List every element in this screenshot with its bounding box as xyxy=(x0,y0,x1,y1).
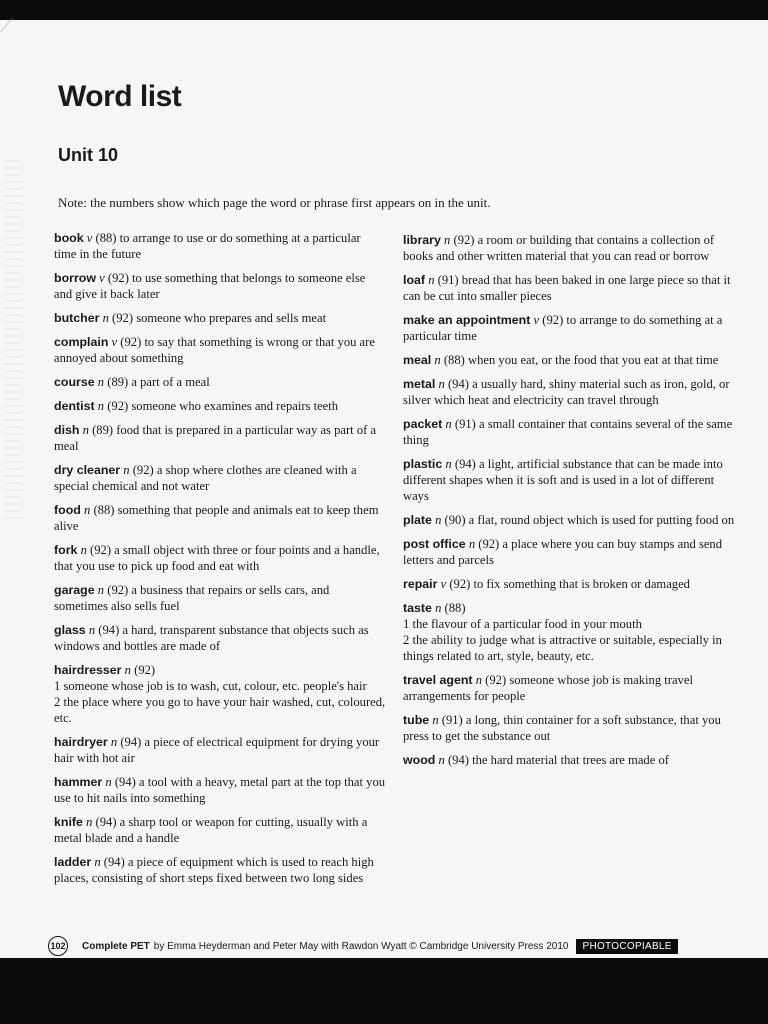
word-entry xyxy=(403,352,737,368)
entry-headword: wood xyxy=(403,753,436,767)
photocopiable-badge: PHOTOCOPIABLE xyxy=(576,939,677,954)
entry-page-ref: (92) xyxy=(107,399,129,413)
entry-headword: book xyxy=(54,231,84,245)
word-entry xyxy=(54,662,386,726)
entry-definition: to arrange to do something at a particular time xyxy=(403,313,723,343)
entry-part-of-speech: n xyxy=(80,543,87,557)
entry-page-ref: (94) xyxy=(120,735,142,749)
entry-definition: bread that has been baked in one large piece so that it can be cut into smaller pieces xyxy=(403,273,731,303)
entry-page-ref: (88) xyxy=(444,601,466,615)
word-entry xyxy=(403,536,737,568)
word-entry xyxy=(54,374,386,390)
entry-definition: a light, artificial substance that can be made into different shapes when it is soft and is used in a lot of different ways xyxy=(403,457,723,503)
page-footer xyxy=(48,935,748,957)
entry-part-of-speech: n xyxy=(428,273,435,287)
word-entry xyxy=(403,576,737,592)
entry-definition: to arrange to use or do something at a particular time in the future xyxy=(54,231,361,261)
top-scan-border xyxy=(0,0,768,20)
word-entry xyxy=(403,512,737,528)
entry-page-ref: (88) xyxy=(93,503,115,517)
entry-definition: a room or building that contains a collection of books and other written material that you can read or borrow xyxy=(403,233,715,263)
word-entry xyxy=(54,814,386,846)
entry-page-ref: (94) xyxy=(454,457,476,471)
entry-page-ref: (92) xyxy=(449,577,471,591)
word-entry xyxy=(54,334,386,366)
word-entry xyxy=(403,712,737,744)
entry-part-of-speech: n xyxy=(97,375,105,389)
entry-page-ref: (92) xyxy=(132,463,154,477)
entry-headword: hammer xyxy=(54,775,103,789)
entry-headword: hairdresser xyxy=(54,663,122,677)
entry-definition: a usually hard, shiny material such as iron, gold, or silver which heat and electricity can travel through xyxy=(403,377,730,407)
entry-page-ref: (94) xyxy=(103,855,125,869)
entry-headword: ladder xyxy=(54,855,92,869)
entry-part-of-speech: n xyxy=(97,583,105,597)
entry-headword: glass xyxy=(54,623,86,637)
entry-page-ref: (94) xyxy=(447,377,469,391)
entry-headword: food xyxy=(54,503,81,517)
entry-headword: dry cleaner xyxy=(54,463,121,477)
entry-definition: someone whose job is making travel arrangements for people xyxy=(403,673,693,703)
entry-headword: dentist xyxy=(54,399,95,413)
entry-part-of-speech: n xyxy=(105,775,112,789)
entry-page-ref: (94) xyxy=(95,815,117,829)
entry-headword: travel agent xyxy=(403,673,473,687)
entry-definition: a sharp tool or weapon for cutting, usually with a metal blade and a handle xyxy=(54,815,368,845)
entry-page-ref: (92) xyxy=(112,311,134,325)
entry-definition: something that people and animals eat to keep them alive xyxy=(54,503,379,533)
entry-part-of-speech: n xyxy=(124,663,131,677)
entry-headword: plate xyxy=(403,513,432,527)
entry-headword: post office xyxy=(403,537,466,551)
unit-heading: Unit 10 xyxy=(58,145,119,165)
entry-part-of-speech: v xyxy=(86,231,93,245)
entry-page-ref: (92) xyxy=(542,313,564,327)
entry-definition: a small object with three or four points and a handle, that you use to pick up food and eat with xyxy=(54,543,380,573)
binding-edge-marks xyxy=(4,160,22,520)
entry-definition: the hard material that trees are made of xyxy=(472,753,669,767)
word-entry xyxy=(403,672,737,704)
word-entry xyxy=(403,232,737,264)
entry-page-ref: (89) xyxy=(92,423,114,437)
entry-definition: 1 the flavour of a particular food in your mouth xyxy=(403,617,642,631)
entry-headword: borrow xyxy=(54,271,96,285)
entry-definition: 2 the place where you go to have your hair washed, cut, coloured, etc. xyxy=(54,695,386,725)
entry-part-of-speech: n xyxy=(97,399,105,413)
entry-definition: a piece of electrical equipment for drying your hair with hot air xyxy=(54,735,380,765)
entry-page-ref: (94) xyxy=(98,623,120,637)
entry-page-ref: (89) xyxy=(107,375,129,389)
entry-page-ref: (92) xyxy=(478,537,500,551)
entry-part-of-speech: n xyxy=(445,457,452,471)
entry-page-ref: (92) xyxy=(453,233,475,247)
entry-definition: a business that repairs or sells cars, and sometimes also sells fuel xyxy=(54,583,330,613)
entry-page-ref: (91) xyxy=(441,713,463,727)
word-entry xyxy=(54,774,386,806)
page-number: 102 xyxy=(48,936,68,956)
entry-page-ref: (88) xyxy=(95,231,117,245)
entry-headword: garage xyxy=(54,583,95,597)
entry-headword: make an appointment xyxy=(403,313,531,327)
bottom-scan-border xyxy=(0,958,768,1024)
entry-part-of-speech: n xyxy=(445,417,452,431)
entry-part-of-speech: v xyxy=(99,271,105,285)
entry-definition: 2 the ability to judge what is attractive or suitable, especially in things related to art, style, beauty, etc. xyxy=(403,633,722,663)
entry-headword: repair xyxy=(403,577,438,591)
entry-part-of-speech: v xyxy=(440,577,447,591)
entry-part-of-speech: n xyxy=(434,353,441,367)
entry-page-ref: (92) xyxy=(485,673,507,687)
word-entry xyxy=(54,462,386,494)
entry-definition: a tool with a heavy, metal part at the top that you use to hit nails into something xyxy=(54,775,386,805)
entry-part-of-speech: n xyxy=(84,503,91,517)
word-entry xyxy=(403,752,737,768)
word-entry xyxy=(403,456,737,504)
entry-definition: a long, thin container for a soft substance, that you press to get the substance out xyxy=(403,713,721,743)
entry-part-of-speech: n xyxy=(102,311,109,325)
entry-definition: someone who prepares and sells meat xyxy=(136,311,327,325)
entry-page-ref: (92) xyxy=(120,335,142,349)
entry-part-of-speech: n xyxy=(468,537,476,551)
entry-definition: to say that something is wrong or that you are annoyed about something xyxy=(54,335,375,365)
entry-part-of-speech: n xyxy=(435,601,442,615)
entry-headword: meal xyxy=(403,353,432,367)
entry-part-of-speech: n xyxy=(123,463,130,477)
page-note: Note: the numbers show which page the word or phrase first appears on in the unit. xyxy=(58,195,491,210)
word-list-left-column xyxy=(54,230,386,894)
entry-definition: food that is prepared in a particular way as part of a meal xyxy=(54,423,377,453)
entry-headword: taste xyxy=(403,601,432,615)
entry-headword: tube xyxy=(403,713,430,727)
entry-headword: packet xyxy=(403,417,443,431)
entry-part-of-speech: v xyxy=(533,313,540,327)
word-entry xyxy=(54,422,386,454)
entry-page-ref: (92) xyxy=(134,663,156,677)
entry-headword: knife xyxy=(54,815,83,829)
word-entry xyxy=(403,312,737,344)
entry-definition: a place where you can buy stamps and send letters and parcels xyxy=(403,537,723,567)
word-entry xyxy=(54,734,386,766)
entry-part-of-speech: n xyxy=(86,815,93,829)
entry-definition: a part of a meal xyxy=(131,375,210,389)
entry-page-ref: (92) xyxy=(107,583,129,597)
entry-headword: complain xyxy=(54,335,109,349)
entry-page-ref: (91) xyxy=(454,417,476,431)
word-entry xyxy=(54,854,386,886)
word-list-right-column xyxy=(403,232,737,776)
entry-part-of-speech: n xyxy=(444,233,451,247)
entry-part-of-speech: n xyxy=(94,855,101,869)
entry-part-of-speech: n xyxy=(435,513,442,527)
entry-part-of-speech: v xyxy=(111,335,118,349)
entry-definition: a hard, transparent substance that objects such as windows and bottles are made of xyxy=(54,623,369,653)
entry-headword: dish xyxy=(54,423,80,437)
entry-headword: hairdryer xyxy=(54,735,108,749)
entry-headword: plastic xyxy=(403,457,443,471)
entry-headword: course xyxy=(54,375,95,389)
scan-corner-mark xyxy=(0,18,35,32)
entry-page-ref: (92) xyxy=(107,271,129,285)
entry-definition: 1 someone whose job is to wash, cut, colour, etc. people's hair xyxy=(54,679,367,693)
word-entry xyxy=(403,416,737,448)
entry-definition: to use something that belongs to someone else and give it back later xyxy=(54,271,366,301)
book-title: Complete PET xyxy=(82,940,150,952)
entry-part-of-speech: n xyxy=(432,713,439,727)
entry-page-ref: (92) xyxy=(90,543,112,557)
entry-headword: library xyxy=(403,233,441,247)
word-entry xyxy=(403,272,737,304)
entry-definition: a shop where clothes are cleaned with a special chemical and not water xyxy=(54,463,357,493)
entry-definition: a small container that contains several of the same thing xyxy=(403,417,733,447)
entry-headword: fork xyxy=(54,543,78,557)
word-entry xyxy=(54,502,386,534)
word-entry xyxy=(54,310,386,326)
word-entry xyxy=(403,376,737,408)
entry-part-of-speech: n xyxy=(82,423,89,437)
entry-definition: someone who examines and repairs teeth xyxy=(131,399,339,413)
entry-page-ref: (94) xyxy=(114,775,136,789)
entry-part-of-speech: n xyxy=(475,673,483,687)
entry-page-ref: (88) xyxy=(443,353,465,367)
copyright-credit: by Emma Heyderman and Peter May with Rawdon Wyatt © Cambridge University Press 2010 xyxy=(153,940,569,952)
word-entry xyxy=(54,622,386,654)
entry-definition: a flat, round object which is used for putting food on xyxy=(468,513,735,527)
entry-part-of-speech: n xyxy=(88,623,96,637)
entry-part-of-speech: n xyxy=(438,377,445,391)
entry-part-of-speech: n xyxy=(438,753,445,767)
word-entry xyxy=(54,542,386,574)
entry-headword: metal xyxy=(403,377,436,391)
entry-page-ref: (90) xyxy=(444,513,466,527)
word-entry xyxy=(54,398,386,414)
entry-definition: to fix something that is broken or damaged xyxy=(473,577,690,591)
word-entry xyxy=(403,600,737,664)
word-entry xyxy=(54,270,386,302)
entry-page-ref: (91) xyxy=(437,273,459,287)
entry-page-ref: (94) xyxy=(447,753,469,767)
entry-headword: loaf xyxy=(403,273,426,287)
entry-definition: when you eat, or the food that you eat at that time xyxy=(468,353,719,367)
page-title: Word list xyxy=(58,80,182,113)
entry-part-of-speech: n xyxy=(110,735,118,749)
entry-definition: a piece of equipment which is used to reach high places, consisting of short steps fixed between two long sides xyxy=(54,855,374,885)
word-entry xyxy=(54,230,386,262)
entry-headword: butcher xyxy=(54,311,100,325)
word-entry xyxy=(54,582,386,614)
